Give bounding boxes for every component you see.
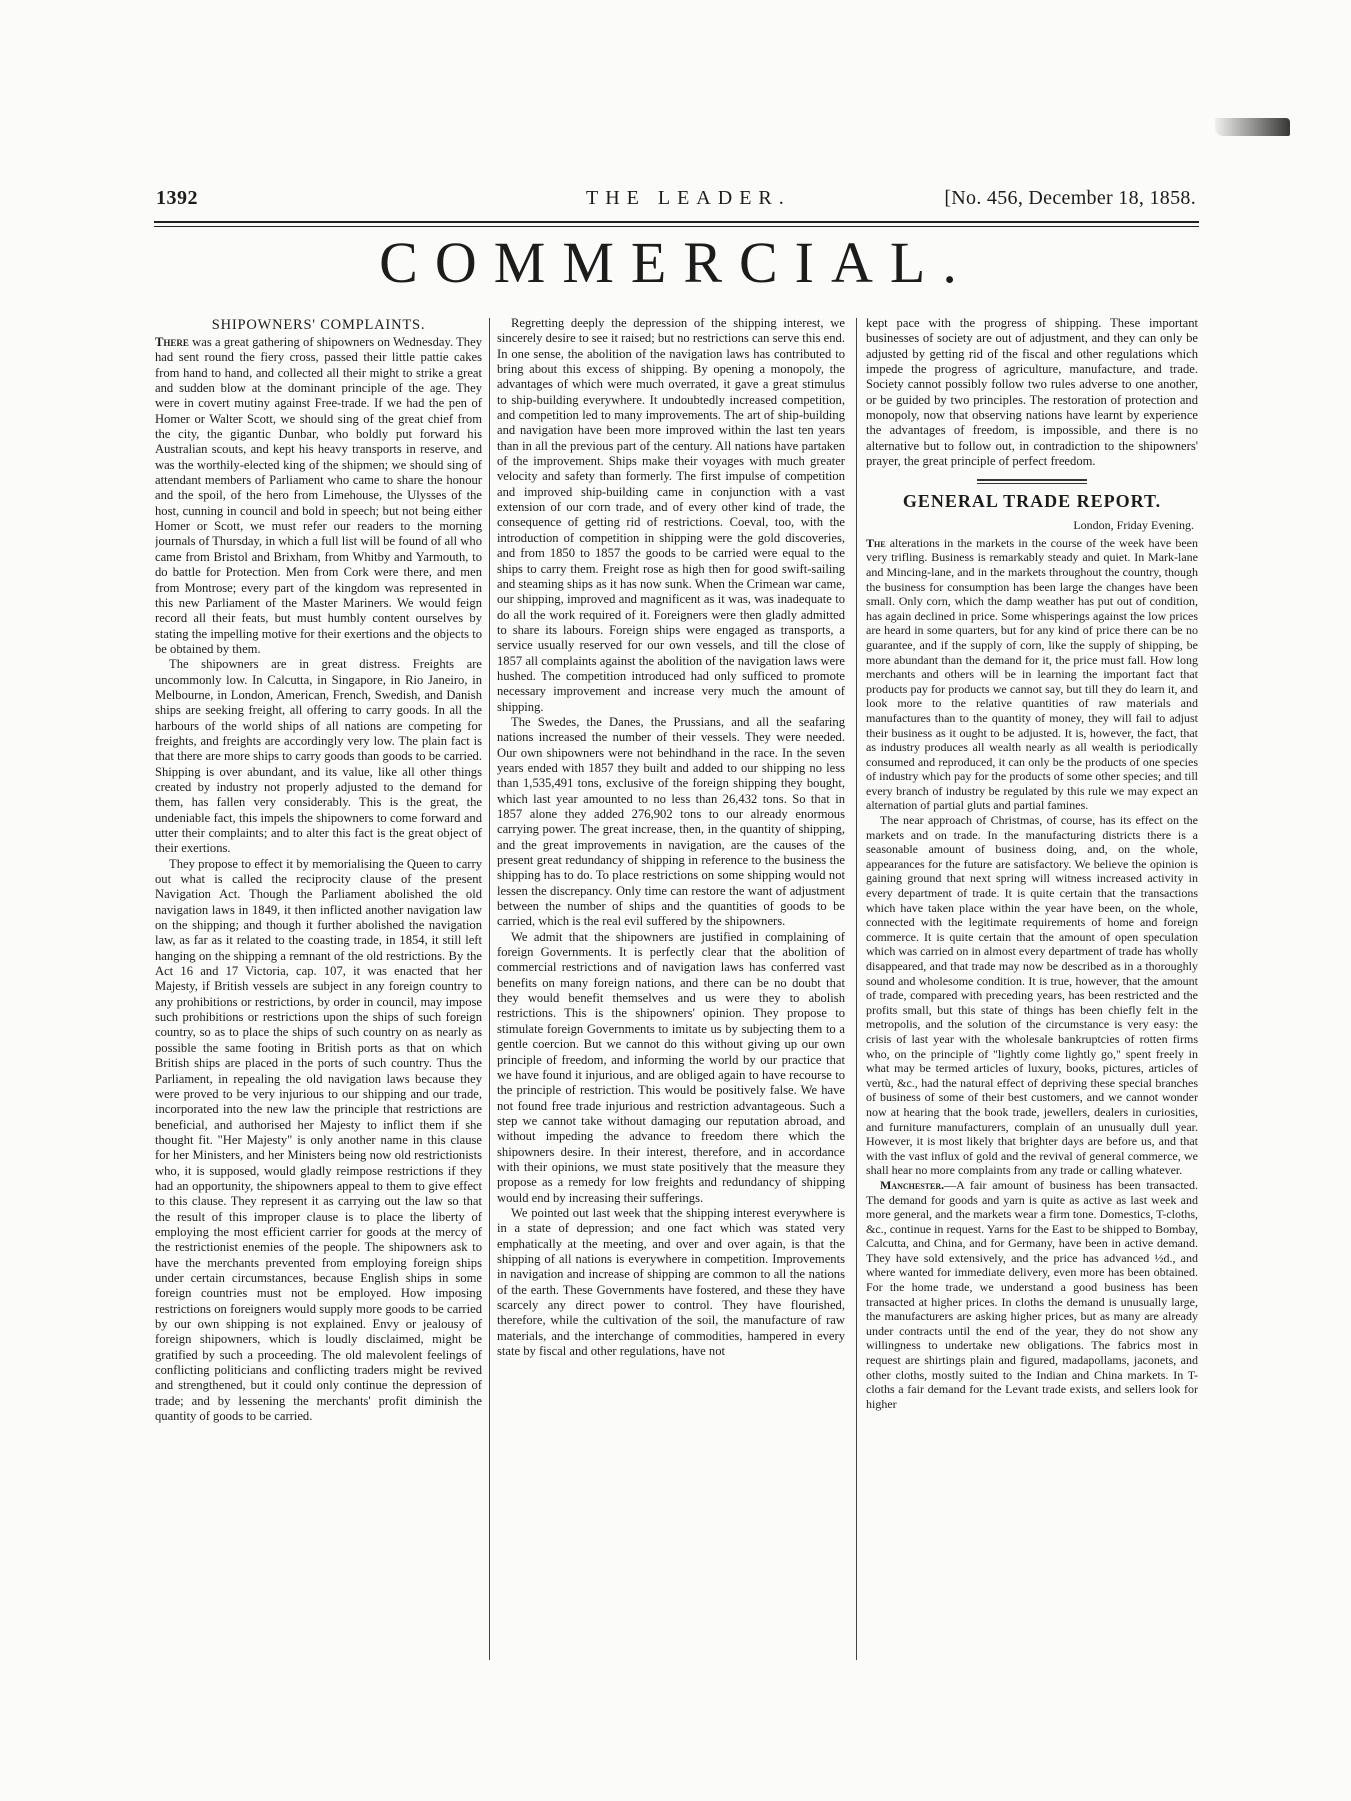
column-1 — [155, 316, 482, 1666]
page-header — [156, 187, 1196, 215]
article-heading: GENERAL TRADE REPORT. — [902, 491, 1162, 512]
paragraph-text: —A fair amount of business has been transacted. The demand for goods and yarn is quite as active as last week and more general, and the markets wear a firm tone. Domestics, T-cloths, &c., continue in request. Yarns for the East to be shipped to Bombay, Calcutta, and China, and for Germany, have been in active demand. They have sold extensively, and the price has advanced ½d., and where wanted for immediate delivery, even more has been obtained. For the home trade, we understand a good business has been transacted at higher prices. In cloths the demand is unusually large, the manufacturers are asking higher prices, but as many are already under contracts until the end of the year, they do not show any willingness to undertake new obligations. The fabrics most in request are shirtings plain and figured, madapollams, jaconets, and other cloths, mostly suited to the Indian and China markets. In T-cloths a fair demand for the Levant trade exists, and sellers look for higher — [866, 1177, 1198, 1411]
column-rule — [489, 318, 490, 1660]
lead-word: There — [155, 335, 189, 349]
issue-date: [No. 456, December 18, 1858. — [944, 187, 1196, 209]
paragraph-text: was a great gathering of shipowners on Wednesday. They had sent round the fiery cross, passed their little pattie cakes from hand to hand, and collected all their might to strike a great and sudden blow at the dominant principle of the age. They were in covert mutiny against Free-trade. If we had the pen of Homer or Walter Scott, we should sing of the great chief from the city, the gigantic Dunbar, who boldly put forward his Australian scouts, and kept his heavy transports in reserve, and was the worthily-elected king of the shipmen; we should sing of attendant members of Parliament who came to share the honour and the spoil, of the hero from Limehouse, the Ulysses of the host, cunning in council and bold in speech; but not being either Homer or Scott, we must refer our readers to the morning journals of Thursday, in which a full list will be found of all who came from Bristol and Brixham, from Whitby and Yarmouth, to do battle for Protection. Men from Cork were there, and men from Montrose; every part of the kingdom was represented in this new Parliament of the Master Mariners. We would feign record all their feats, but must humbly content ourselves by stating the impelling motive for their exertions and the objects to be obtained by them. — [155, 335, 482, 656]
paragraph: The shipowners are in great distress. Freights are uncommonly low. In Calcutta, in Singapore, in Rio Janeiro, in Melbourne, in London, American, French, Swedish, and Danish ships are seeking freight, all offering to carry goods. In all the harbours of the world ships of all nations are competing for freights, and freights are accordingly very low. The plain fact is that there are more ships to carry goods than goods to be carried. Shipping is over abundant, and its value, like all other things created by industry not properly adjusted to the demand for them, has fallen very considerably. This is the great, the undeniable fact, this impels the shipowners to come forward and utter their complaints; and to alter this fact is the great object of their exertions. — [155, 657, 482, 856]
paragraph: They propose to effect it by memorialising the Queen to carry out what is called the reciprocity clause of the present Navigation Act. Though the Parliament abolished the old navigation laws in 1849, it then inflicted another navigation law on the shipping; and though it further abolished the navigation law, as far as it related to the coasting trade, in 1854, it still left hanging on the shipping a remnant of the old restrictions. By the Act 16 and 17 Victoria, cap. 107, it was enacted that her Majesty, if British vessels are subject in any foreign country to any prohibitions or restrictions, by order in council, may impose such prohibitions or restrictions upon the ships of such foreign country, so as to place the ships of such country on as nearly as possible the same footing in British ports as that on which British ships are placed in the ports of such country. Thus the Parliament, in repealing the old navigation laws because they were proved to be very injurious to our shipping and our trade, incorporated into the new law the principle that restrictions are beneficial, and authorised her Majesty to inflict them if she thought fit. "Her Majesty" is only another name in this clause for her Ministers, and her Ministers being now old restrictionists who, it is supposed, would gladly reimpose restrictions if they had an opportunity, the shipowners appeal to them to give effect to this clause. They represent it as carrying out the law so that the result of this improper clause is to place the liberty of employing the most efficient carrier for goods at the mercy of the restrictionist enemies of the people. The shipowners ask to have the merchants prevented from employing foreign ships under certain circumstances, because English ships in some foreign countries must not be employed. How imposing restrictions on foreigners would supply more goods to be carried by our own shipping is not explained. Envy or jealousy of foreign shipowners, which is loudly disclaimed, might be gratified by such a proceeding. The old malevolent feelings of conflicting politicians and conflicting traders might be revived and strengthened, but it could only continue the depression of trade; and by lessening the merchants' profit diminish the quantity of goods to be carried. — [155, 856, 482, 1424]
paragraph — [866, 536, 1198, 813]
paragraph: We admit that the shipowners are justified in complaining of foreign Governments. It is perfectly clear that the abolition of commercial restrictions and of navigation laws has conferred vast benefits on many foreign nations, and there can be no doubt that they would benefit themselves and us were they to abolish restrictions. This is the shipowners' opinion. They propose to stimulate foreign Governments to imitate us by subjecting them to a gentle coercion. But we cannot do this without giving up our own principle of freedom, and informing the world by our practice that we have found it injurious, and are obliged again to have recourse to the principle of restriction. This would be positively false. We have not found free trade injurious and restriction advantageous. Such a step we cannot take without damaging our reputation abroad, and without impeding the advance to freedom there which the shipowners desire. In their interest, therefore, and in accordance with their opinions, we must state positively that the measure they propose as a remedy for low freights and redundancy of shipping would end by increasing their sufferings. — [497, 929, 845, 1205]
running-title: THE LEADER. — [586, 187, 791, 209]
market-name: Manchester. — [880, 1177, 945, 1192]
paragraph-text: alterations in the markets in the course of the week have been very trifling. Business is remarkably steady and quiet. In Mark-lane and Mincing-lane, and in the markets throughout the country, though the business for consumption has been large the changes have been small. Only corn, which the damp weather has put out of condition, has again declined in price. Some whisperings against the low prices are heard in some quarters, but for any kind of price there can be no guarantee, and if the supply of corn, like the supply of shipping, be more abundant than the demand for it, the price must fall. How long merchants and others will be in learning the important fact that products pay for products we cannot say, but till they do learn it, and look more to the relative quantities of raw materials and manufactures than to the quantity of money, they will fail to adjust their business as it ought to be adjusted. It is, however, the fact, that as industry produces all wealth nearly as all wealth is periodically consumed and reproduced, it can only be the products of one species of industry which pay for the products of some other species; and till every branch of industry be regulated by this rule we may expect an alternation of partial gluts and partial famines. — [866, 535, 1198, 813]
column-2 — [497, 316, 845, 1666]
article-heading: SHIPOWNERS' COMPLAINTS. — [211, 317, 426, 333]
paragraph: Regretting deeply the depression of the shipping interest, we sincerely desire to see it raised; but no restrictions can serve this end. In one sense, the abolition of the navigation laws has contributed to bring about this excess of shipping. By opening a monopoly, the advantages of which were much overrated, it gave a great stimulus to ship-building everywhere. It undoubtedly increased competition, and competition led to many improvements. The art of ship-building and navigation have been more improved within the last ten years than in all the previous part of the century. All nations have partaken of the improvement. Ships make their voyages with much greater velocity and safety than formerly. The first impulse of competition and improved ship-building came in conjunction with a vast extension of our corn trade, and of every other kind of trade, the consequence of getting rid of restrictions. Coeval, too, with the introduction of competition in shipping were the gold discoveries, and from 1850 to 1857 the goods to be carried were equal to the ships to carry them. Freight rose as high then for good swift-sailing and steaming ships as it has now sunk. When the Crimean war came, our shipping, improved and magnificent as it was, was inadequate to do all the work required of it. Foreigners were then gladly admitted to share its labours. Foreign ships were engaged as transports, a service usually reserved for our own vessels, and till the close of 1857 all complaints against the abolition of the navigation laws were hushed. The competition introduced had only sufficed to promote necessary improvement and increase very much the amount of shipping. — [497, 316, 845, 714]
section-title: COMMERCIAL. — [379, 230, 974, 295]
lead-word: The — [866, 535, 886, 550]
paragraph: The Swedes, the Danes, the Prussians, and all the seafaring nations increased the number of their vessels. They were needed. Our own shipowners were not behindhand in the race. In the seven years ended with 1857 they built and added to our shipping no less than 1,535,491 tons, exclusive of the foreign shipping they bought, which last year amounted to no less than 26,432 tons. So that in 1857 alone they added 276,902 tons to our already enormous carrying power. The great increase, then, in the quantity of shipping, and the great improvements in navigation, are the causes of the present great redundancy of shipping in reference to the business the shipping has to do. To place restrictions on some shipping would not lessen the discrepancy. Only time can restore the want of adjustment between the number of ships and the quantities of goods to be carried, which is the real evil suffered by the shipowners. — [497, 714, 845, 929]
page-number: 1392 — [156, 187, 198, 209]
dateline: London, Friday Evening. — [1073, 518, 1194, 533]
column-rule — [856, 318, 857, 1660]
paragraph — [866, 1178, 1198, 1412]
paragraph: The near approach of Christmas, of course, has its effect on the markets and on trade. In the manufacturing districts there is a seasonable amount of business doing, and, on the whole, appearances for the future are satisfactory. We believe the opinion is gaining ground that next spring will witness increased activity in every department of trade. It is quite certain that the transactions which have taken place within the year have been, on the whole, connected with the legitimate requirements of home and foreign commerce. It is quite certain that the amount of open speculation which was carried on in almost every department of trade has wholly disappeared, and that trade may now be described as in a thoroughly sound and wholesome condition. It is true, however, that the amount of trade, compared with preceding years, has been restricted and the profits small, but this state of things has been chiefly felt in the metropolis, and the solution of the circumstance is very easy: the crisis of last year with the wholesale bankruptcies of rotten firms who, on the principle of "lightly come lightly go," spent freely in what may be termed articles of luxury, books, pictures, articles of vertù, &c., had the natural effect of depriving these special branches of business of some of their best customers, and we cannot wonder now at hearing that the book trade, jewellers, dealers in curiosities, and furniture manufacturers, complain of an unusually dull year. However, it is most likely that brighter days are before us, and that with the vast influx of gold and the revival of general commerce, we shall hear no more complaints from any trade or calling whatever. — [866, 813, 1198, 1178]
ink-smudge — [1215, 118, 1290, 136]
column-3 — [866, 316, 1198, 1666]
paragraph: kept pace with the progress of shipping. These important businesses of society are out of adjustment, and they can only be adjusted by getting rid of the fiscal and other regulations which impede the progress of agriculture, manufacture, and trade. Society cannot possibly follow two rules adverse to one another, or be guided by two principles. The restoration of protection and monopoly, now that observing nations have learnt by experience the advantages of freedom, is impossible, and there is no alternative but to follow out, in contradiction to the shipowners' prayer, the great principle of perfect freedom. — [866, 316, 1198, 469]
paragraph: We pointed out last week that the shipping interest everywhere is in a state of depression; and one fact which was stated very emphatically at the meeting, and over and over again, is that the shipping of all nations is everywhere in competition. Improvements in navigation and increase of shipping are common to all the nations of the earth. These Governments have fostered, and these they have scarcely any direct power to control. They have flourished, therefore, while the cultivation of the soil, the manufacture of raw materials, and the interchange of commodities, hampered in every state by fiscal and other regulations, have not — [497, 1205, 845, 1359]
report-body — [866, 536, 1198, 1412]
article-divider — [977, 479, 1087, 484]
paragraph — [155, 335, 482, 657]
